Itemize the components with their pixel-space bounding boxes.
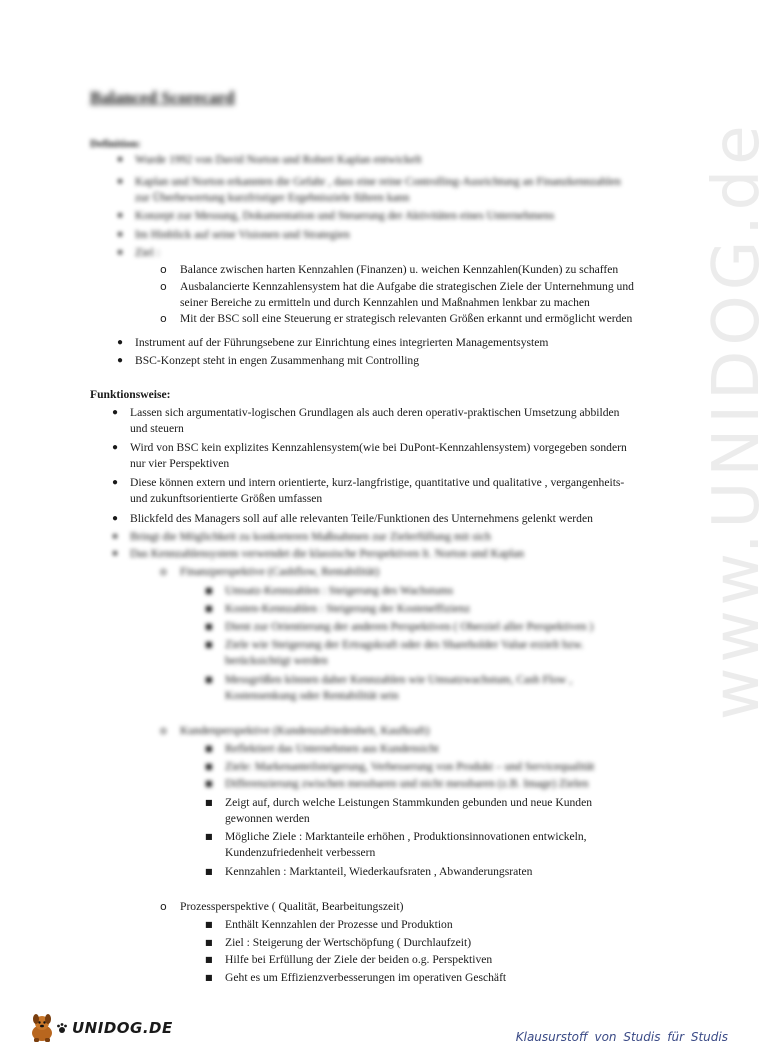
- list-item: Ziele: Markenanteilsteigerung, Verbesserung von Produkt – und Servicequalität: [225, 760, 595, 773]
- square-bullet-icon: ■: [205, 622, 213, 631]
- square-bullet-icon: ■: [205, 640, 213, 649]
- bullet-icon: ●: [117, 247, 124, 258]
- circle-bullet-icon: o: [160, 565, 167, 578]
- list-item: Lassen sich argumentativ-logischen Grundlagen als auch deren operativ-praktischen Umsetzung abbilden: [130, 406, 620, 419]
- bullet-icon: ●: [117, 337, 124, 348]
- list-item: Umsatz-Kennzahlen : Steigerung des Wachstums: [225, 584, 454, 597]
- square-bullet-icon: ■: [205, 920, 213, 929]
- list-item: Kosten-Kennzahlen : Steigerung der Kosteneffizienz: [225, 602, 471, 615]
- list-item: Bringt die Möglichkeit zu konkreteren Maßnahmen zur Zielerfüllung mit sich: [130, 530, 491, 543]
- circle-bullet-icon: o: [160, 263, 167, 276]
- square-bullet-icon: ■: [205, 744, 213, 753]
- list-item: Im Hinblick auf seine Visionen und Strategien: [135, 228, 350, 241]
- circle-bullet-icon: o: [160, 900, 167, 913]
- list-item: nur vier Perspektiven: [130, 457, 230, 470]
- circle-bullet-icon: o: [160, 312, 167, 325]
- document-title: Balanced Scorecard: [90, 88, 235, 107]
- list-item: Kostensenkung oder Rentabilität sein: [225, 689, 399, 702]
- bullet-icon: ●: [112, 548, 119, 559]
- footer-tagline: Klausurstoff von Studis für Studis: [515, 1030, 728, 1044]
- square-bullet-icon: ■: [205, 779, 213, 788]
- list-item: Messgrößen können daher Kennzahlen wie Umsatzwachstum, Cash Flow ,: [225, 673, 573, 686]
- list-item: Wurde 1992 von David Norton und Robert Kaplan entwickelt: [135, 153, 422, 166]
- list-item: Hilfe bei Erfüllung der Ziele der beiden o.g. Perspektiven: [225, 953, 493, 966]
- list-item: Reflektiert das Unternehmen aus Kundensicht: [225, 742, 439, 755]
- list-item: Kennzahlen : Marktanteil, Wiederkaufsraten , Abwanderungsraten: [225, 865, 533, 878]
- logo-text: UNIDOG.DE: [72, 1019, 173, 1037]
- function-heading: Funktionsweise:: [90, 388, 171, 401]
- bullet-icon: ●: [112, 477, 119, 488]
- list-item: berücksichtigt werden: [225, 654, 328, 667]
- bullet-icon: ●: [112, 442, 119, 453]
- list-item: Ausbalancierte Kennzahlensystem hat die Aufgabe die strategischen Ziele der Unternehmung und: [180, 280, 634, 293]
- bullet-icon: ●: [112, 513, 119, 524]
- list-item: Balance zwischen harten Kennzahlen (Finanzen) u. weichen Kennzahlen(Kunden) zu schaffen: [180, 263, 619, 276]
- square-bullet-icon: ■: [205, 973, 213, 982]
- list-item: seiner Bereiche zu ermitteln und durch Kennzahlen und Maßnahmen lenkbar zu machen: [180, 296, 590, 309]
- list-item: Enthält Kennzahlen der Prozesse und Produktion: [225, 918, 453, 931]
- bullet-icon: ●: [112, 407, 119, 418]
- list-item: BSC-Konzept steht in engen Zusammenhang mit Controlling: [135, 354, 420, 367]
- square-bullet-icon: ■: [205, 675, 213, 684]
- square-bullet-icon: ■: [205, 867, 213, 876]
- list-item: Das Kennzahlensystem verwendet die klassische Perspektiven lt. Norton und Kaplan: [130, 547, 525, 560]
- square-bullet-icon: ■: [205, 762, 213, 771]
- list-item: Geht es um Effizienzverbesserungen im operativen Geschäft: [225, 971, 507, 984]
- bullet-icon: ●: [117, 210, 124, 221]
- square-bullet-icon: ■: [205, 832, 213, 841]
- list-item: Diese können extern und intern orientierte, kurz-langfristige, quantitative und qualitative , vergangenheits-: [130, 476, 625, 489]
- list-item: zur Überbewertung kurzfristiger Ergebnisziele führen kann: [135, 191, 410, 204]
- square-bullet-icon: ■: [205, 798, 213, 807]
- list-item: Mit der BSC soll eine Steuerung er strategisch relevanten Größen erkannt und ermöglicht werden: [180, 312, 633, 325]
- watermark: www.UNIDOG.de: [700, 120, 774, 720]
- dog-icon: [28, 1013, 56, 1043]
- perspective-label: Prozessperspektive ( Qualität, Bearbeitungszeit): [180, 900, 404, 913]
- square-bullet-icon: ■: [205, 586, 213, 595]
- bullet-icon: ●: [112, 531, 119, 542]
- definition-heading: Definition:: [90, 138, 141, 150]
- list-item: Dient zur Orientierung der anderen Perspektiven ( Oberziel aller Perspektiven ): [225, 620, 594, 633]
- paw-icon: [56, 1022, 68, 1034]
- list-item: gewonnen werden: [225, 812, 310, 825]
- square-bullet-icon: ■: [205, 955, 213, 964]
- perspective-label: Finanzperspektive (Cashflow, Rentabilität): [180, 565, 380, 578]
- list-item: Differenzierung zwischen messbaren und nicht messbaren (z.B. Image) Zielen: [225, 777, 589, 790]
- list-item: und steuern: [130, 422, 184, 435]
- list-item: Kundenzufriedenheit verbessern: [225, 846, 376, 859]
- bullet-icon: ●: [117, 154, 124, 165]
- list-item: Mögliche Ziele : Marktanteile erhöhen , Produktionsinnovationen entwickeln,: [225, 830, 587, 843]
- bullet-icon: ●: [117, 176, 124, 187]
- perspective-label: Kundenperspektive (Kundenzufriedenheit, Kaufkraft): [180, 724, 430, 737]
- unidog-logo[interactable]: [28, 1013, 173, 1043]
- list-item: Konzept zur Messung, Dokumentation und Steuerung der Aktivitäten eines Unternehmens: [135, 209, 555, 222]
- circle-bullet-icon: o: [160, 280, 167, 293]
- list-item: Ziele wie Steigerung der Ertragskraft oder des Shareholder Value erzielt bzw.: [225, 638, 584, 651]
- square-bullet-icon: ■: [205, 604, 213, 613]
- list-item: Wird von BSC kein explizites Kennzahlensystem(wie bei DuPont-Kennzahlensystem) vorgegeben sondern: [130, 441, 627, 454]
- list-item: Zeigt auf, durch welche Leistungen Stammkunden gebunden und neue Kunden: [225, 796, 593, 809]
- list-item: Instrument auf der Führungsebene zur Einrichtung eines integrierten Managementsystem: [135, 336, 549, 349]
- list-item: Blickfeld des Managers soll auf alle relevanten Teile/Funktionen des Unternehmens gelenkt werden: [130, 512, 593, 525]
- list-item: Ziel : Steigerung der Wertschöpfung ( Durchlaufzeit): [225, 936, 472, 949]
- square-bullet-icon: ■: [205, 938, 213, 947]
- list-item: und zukunftsorientierte Größen umfassen: [130, 492, 323, 505]
- list-item: Ziel :: [135, 246, 160, 259]
- bullet-icon: ●: [117, 229, 124, 240]
- circle-bullet-icon: o: [160, 724, 167, 737]
- bullet-icon: ●: [117, 355, 124, 366]
- list-item: Kaplan und Norton erkannten die Gefahr , dass eine reine Controlling-Ausrichtung an Finanzkennzahlen: [135, 175, 621, 188]
